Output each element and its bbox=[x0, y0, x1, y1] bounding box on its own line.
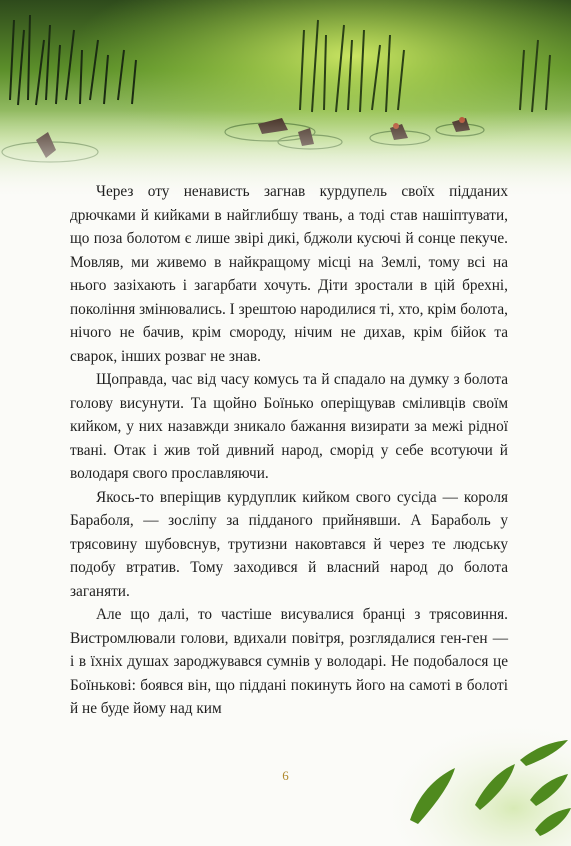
swamp-illustration bbox=[0, 0, 571, 200]
paragraph: Але що далі, то частіше висувалися бранці з трясовиння. Вистромлювали голови, вдихали повітря, розглядалися ген-ген — і в їхніх душах зароджувався сумнів у володарі. Не подобалося це Боїнькові: боявся він, що піддані покинуть його на самоті в болоті й не буде йому над ким bbox=[70, 606, 508, 717]
page-number: 6 bbox=[282, 768, 289, 783]
paragraph: Якось-то вперіщив курдуплик кийком свого сусіда — короля Бараболя, — зосліпу за підданого прийнявши. А Бараболь у трясовину шубовснув, трутизни наковтався й через те людську подобу втратив. Тому заходився й власний народ до болота заганяти. bbox=[70, 488, 508, 600]
reeds-illustration bbox=[380, 720, 571, 846]
body-text bbox=[70, 180, 508, 721]
paragraph: Через оту ненависть загнав курдупель своїх підданих дрючками й кийками в найглибшу твань, а тоді став нашіптувати, що поза болотом є лише звірі дикі, бджоли кусючі й сонце пекуче. Мовляв, ми живемо в найкращому місці на Землі, тому всі на нього зазіхають і загарбати хочуть. Діти зростали в цій брехні, покоління змінювались. І зрештою народилися ті, хто, крім болота, нічого не бачив, крім смороду, нічим не дихав, крім бійок та сварок, інших розваг не знав. bbox=[70, 183, 508, 365]
paragraph: Щоправда, час від часу комусь та й спадало на думку з болота голову висунути. Та щойно Боїнько оперіщував сміливців своїм кийком, у них назавжди зникало бажання визирати за межі рідної твані. Отак і жив той дивний народ, сморід у себе всотуючи й володаря свого прославляючи. bbox=[70, 371, 508, 482]
